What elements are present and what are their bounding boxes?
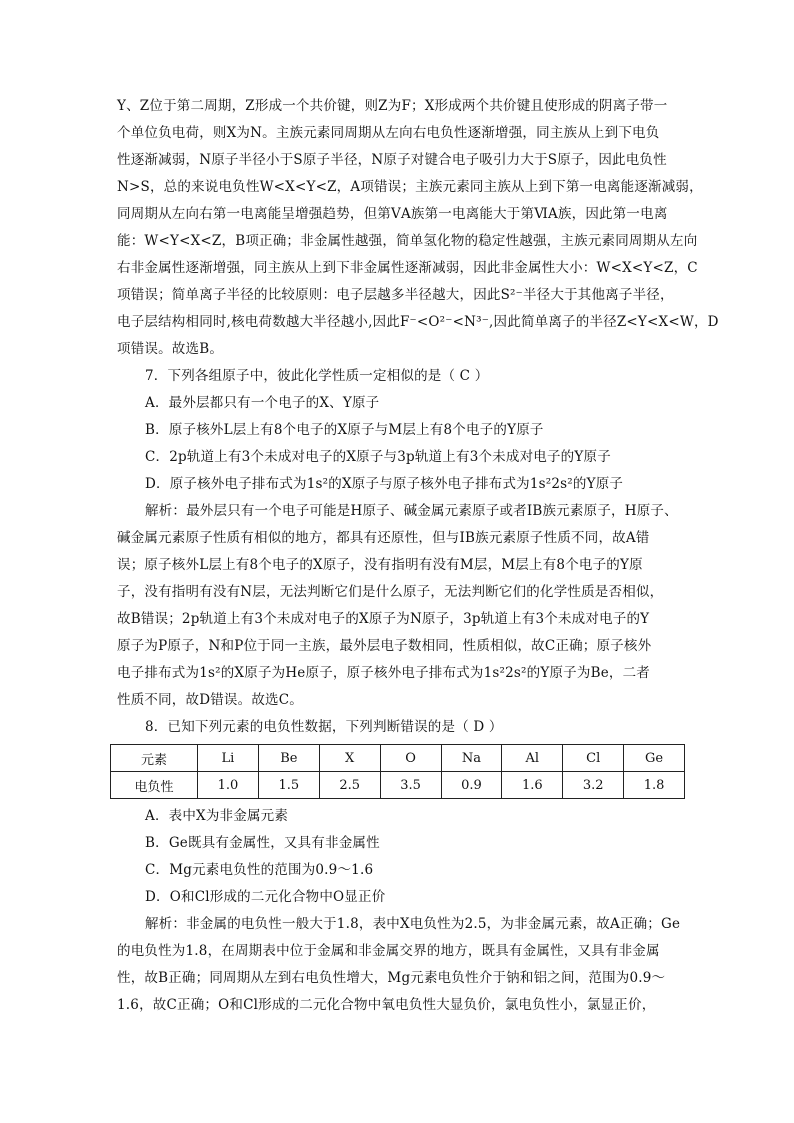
text-line: 性质不同，故D错误。故选C。 <box>117 692 303 708</box>
table-cell: 1.5 <box>258 772 319 799</box>
text-line: 子，没有指明有没有N层，无法判断它们是什么原子，无法判断它们的化学性质是否相似， <box>117 584 664 600</box>
table-cell: 3.5 <box>380 772 441 799</box>
text-line: 1.6，故C正确；O和Cl形成的二元化合物中氧电负性大显负价，氯电负性小，氯显正价， <box>117 997 656 1013</box>
table-cell: 1.8 <box>624 772 685 799</box>
table-cell: 2.5 <box>319 772 380 799</box>
text-line: Y、Z位于第二周期，Z形成一个共价键，则Z为F；X形成两个共价键且使形成的阴离子带一 <box>117 98 668 114</box>
option-d: D．原子核外电子排布式为1s²的X原子与原子核外电子排布式为1s²2s²的Y原子 <box>145 476 624 492</box>
table-header-cell: 元素 <box>111 745 198 772</box>
table-cell: Li <box>198 745 259 772</box>
text-line: 同周期从左向右第一电离能呈增强趋势，但第ⅤA族第一电离能大于第ⅥA族，因此第一电离 <box>117 206 668 222</box>
table-cell: Na <box>441 745 502 772</box>
text-line: 能：W<Y<X<Z，B项正确；非金属性越强，简单氢化物的稳定性越强，主族元素同周期从左向 <box>117 233 698 249</box>
question-8: 8．已知下列元素的电负性数据，下列判断错误的是（ D ） <box>145 719 503 735</box>
table-cell: 1.0 <box>198 772 259 799</box>
table-cell: 0.9 <box>441 772 502 799</box>
option-a: A．表中X为非金属元素 <box>145 808 289 824</box>
table-cell: O <box>380 745 441 772</box>
option-c: C．Mg元素电负性的范围为0.9～1.6 <box>145 862 374 878</box>
text-line: 碱金属元素原子性质有相似的地方，都具有还原性，但与ⅠB族元素原子性质不同，故A错 <box>117 530 650 546</box>
table-cell: Cl <box>563 745 624 772</box>
table-header-cell: 电负性 <box>111 772 198 799</box>
text-line: 电子层结构相同时,核电荷数越大半径越小,因此F⁻<O²⁻<N³⁻,因此简单离子的半径Z<Y<X<W，D <box>117 314 719 330</box>
option-b: B．Ge既具有金属性，又具有非金属性 <box>145 835 380 851</box>
table-cell: Be <box>258 745 319 772</box>
text-line: 右非金属性逐渐增强，同主族从上到下非金属性逐渐减弱，因此非金属性大小：W<X<Y<Z，C <box>117 260 698 276</box>
table-cell: Al <box>502 745 563 772</box>
text-line: 误；原子核外L层上有8个电子的X原子，没有指明有没有M层，M层上有8个电子的Y原 <box>117 557 643 573</box>
text-line: 项错误；简单离子半径的比较原则：电子层越多半径越大，因此S²⁻半径大于其他离子半径， <box>117 287 674 303</box>
text-line: 原子为P原子，N和P位于同一主族，最外层电子数相同，性质相似，故C正确；原子核外 <box>117 638 652 654</box>
text-line: N>S，总的来说电负性W<X<Y<Z，A项错误；主族元素同主族从上到下第一电离能逐渐减弱， <box>117 179 703 195</box>
table-cell: Ge <box>624 745 685 772</box>
table-row <box>111 745 685 772</box>
analysis-start: 解析：最外层只有一个电子可能是H原子、碱金属元素原子或者ⅠB族元素原子，H原子、 <box>145 503 678 519</box>
table-cell: 1.6 <box>502 772 563 799</box>
text-line: 性逐渐减弱，N原子半径小于S原子半径，N原子对键合电子吸引力大于S原子，因此电负性 <box>117 152 667 168</box>
text-line: 故B错误；2p轨道上有3个未成对电子的X原子为N原子，3p轨道上有3个未成对电子的Y <box>117 611 650 627</box>
option-b: B．原子核外L层上有8个电子的X原子与M层上有8个电子的Y原子 <box>145 422 544 438</box>
table-cell: X <box>319 745 380 772</box>
analysis-start: 解析：非金属的电负性一般大于1.8，表中X电负性为2.5，为非金属元素，故A正确；Ge <box>145 916 681 932</box>
text-line: 项错误。故选B。 <box>117 341 224 357</box>
option-d: D．O和Cl形成的二元化合物中O显正价 <box>145 889 386 905</box>
text-line: 性，故B正确；同周期从左到右电负性增大，Mg元素电负性介于钠和铝之间，范围为0.9～ <box>117 970 666 986</box>
table-row <box>111 772 685 799</box>
table-cell: 3.2 <box>563 772 624 799</box>
text-line: 电子排布式为1s²的X原子为He原子，原子核外电子排布式为1s²2s²的Y原子为Be，二者 <box>117 665 650 681</box>
electronegativity-table <box>110 744 685 799</box>
text-line: 的电负性为1.8，在周期表中位于金属和非金属交界的地方，既具有金属性，又具有非金属 <box>117 943 660 959</box>
question-7: 7．下列各组原子中，彼此化学性质一定相似的是（ C ） <box>145 368 489 384</box>
option-c: C．2p轨道上有3个未成对电子的X原子与3p轨道上有3个未成对电子的Y原子 <box>145 449 611 465</box>
option-a: A．最外层都只有一个电子的X、Y原子 <box>145 395 380 411</box>
text-line: 个单位负电荷，则X为N。主族元素同周期从左向右电负性逐渐增强，同主族从上到下电负 <box>117 125 660 141</box>
